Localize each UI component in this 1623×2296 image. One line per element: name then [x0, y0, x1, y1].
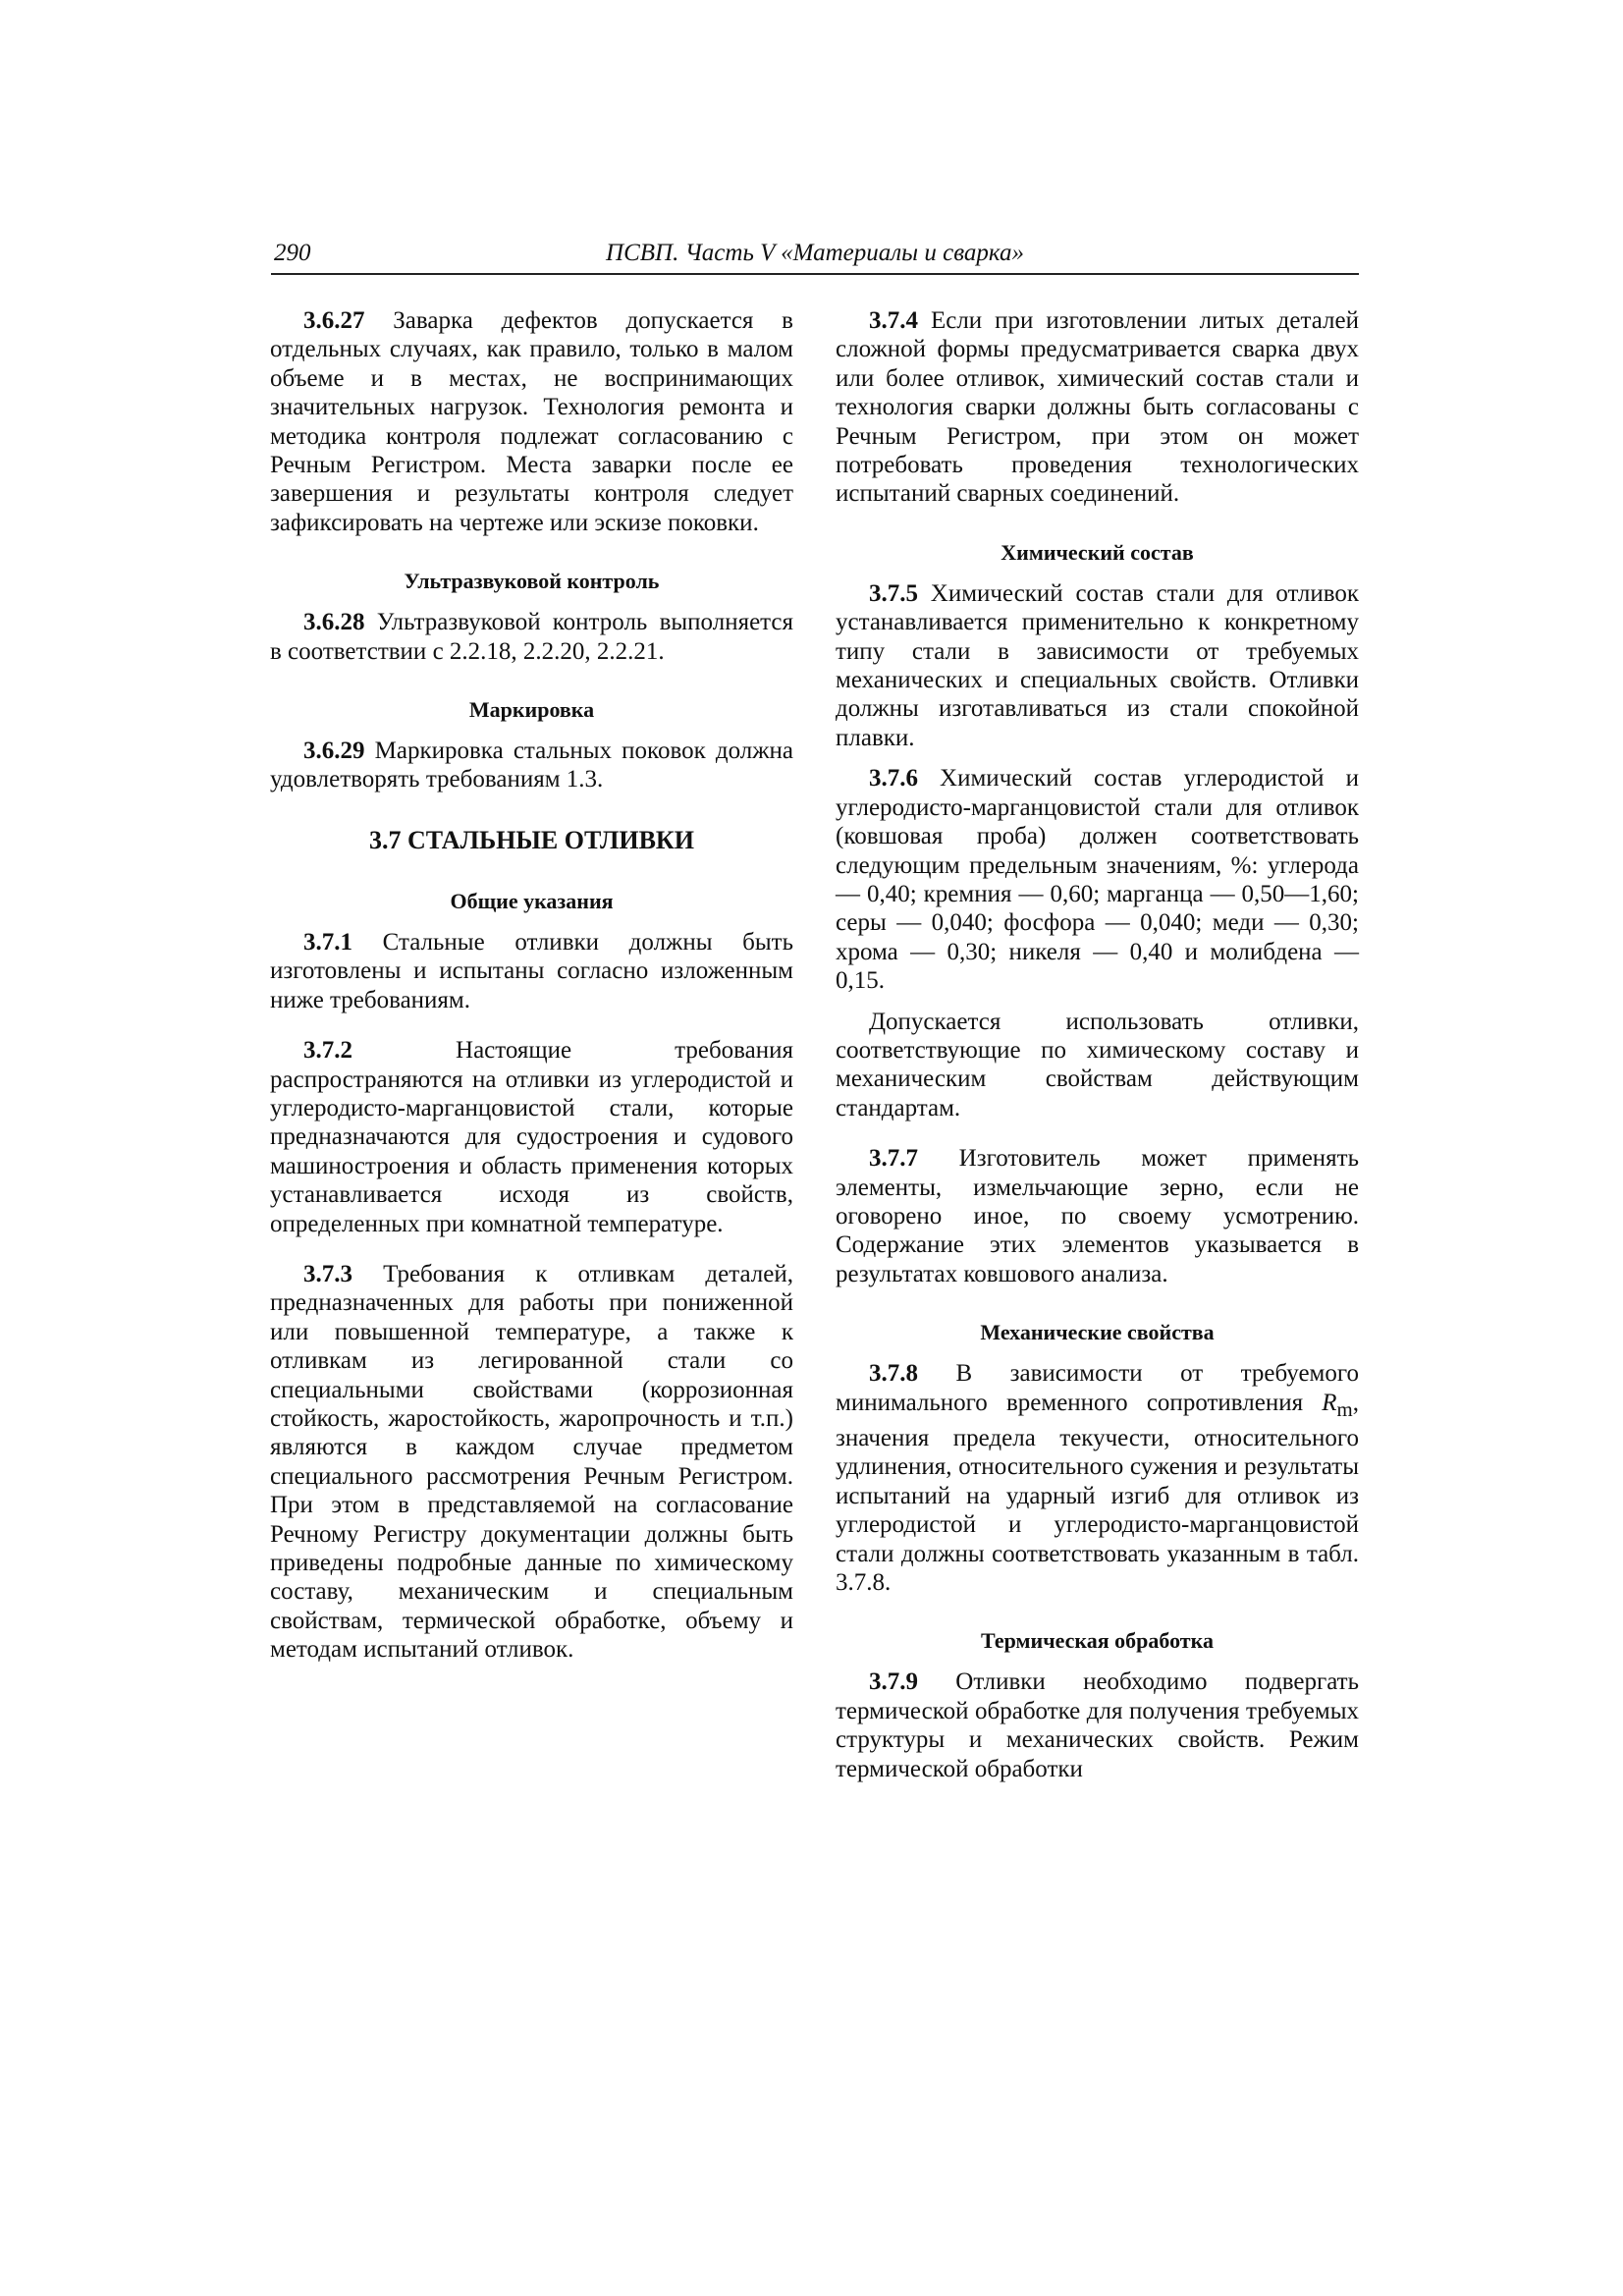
paragraph-text: Ультразвуковой контроль выполняется в соответствии с 2.2.18, 2.2.20, 2.2.21. [270, 609, 793, 665]
paragraph-3-7-6 [836, 764, 1359, 995]
paragraph-number: 3.7.5 [869, 579, 918, 607]
paragraph-3-7-1 [270, 928, 793, 1014]
paragraph-number: 3.7.7 [869, 1145, 918, 1173]
paragraph-text: Химический состав стали для отливок устанавливается применительно к конкретному типу стали в зависимости от требуемых механических и специальных свойств. Отливки должны изготавливаться из стали спокойной плавки. [836, 579, 1359, 751]
paragraph-3-7-3 [270, 1260, 793, 1665]
paragraph-text: Заварка дефектов допускается в отдельных случаях, как правило, только в малом объеме и в местах, не воспринимающих значительных нагрузок. Технология ремонта и методика контроля подлежат согласованию с Речным Регистром. Места заварки после ее завершения и результаты контроля следует зафиксировать на чертеже или эскизе поковки. [270, 307, 793, 536]
paragraph-3-6-29 [270, 737, 793, 794]
paragraph-3-6-27 [270, 306, 793, 537]
paragraph-text: Если при изготовлении литых деталей сложной формы предусматривается сварка двух или более отливок, химический состав стали и технология сварки должны быть согласованы с Речным Регистром, при этом он может потребовать проведения технологических испытаний сварных соединений. [836, 307, 1359, 508]
right-column [836, 306, 1359, 1783]
header-title: ПСВП. Часть V «Материалы и сварка» [606, 240, 1024, 266]
paragraph-number: 3.7.2 [303, 1037, 352, 1065]
paragraph-text: В зависимости от требуемого минимального временного сопротивления [836, 1360, 1359, 1416]
paragraph-3-7-2 [270, 1036, 793, 1238]
tensile-strength-symbol: R [1322, 1389, 1337, 1416]
running-header [271, 240, 1359, 275]
paragraph-number: 3.7.9 [869, 1668, 918, 1696]
paragraph-text: Химический состав углеродистой и углеродисто-марганцовистой стали для отливок (ковшовая проба) должен соответствовать следующим предельным значениям, %: углерода — 0,40; кремния — 0,60; марганца — 0,50—1,60; серы — 0,040; фосфора — 0,040; меди — 0,30; хрома — 0,30; никеля — 0,40 и молибдена — 0,15. [836, 765, 1359, 995]
paragraph-allowed-castings: Допускается использовать отливки, соответствующие по химическому составу и механическим свойствам действующим стандартам. [836, 1008, 1359, 1121]
paragraph-text: Настоящие требования распространяются на отливки из углеродистой и углеродисто-марганцовистой стали, которые предназначаются для судостроения и судового машиностроения и область применения которых устанавливается исходя из свойств, определенных при комнатной температуре. [270, 1037, 793, 1237]
paragraph-3-7-9 [836, 1667, 1359, 1783]
page-number: 290 [274, 240, 311, 266]
paragraph-number: 3.7.6 [869, 765, 918, 793]
paragraph-number: 3.7.1 [303, 928, 352, 956]
heading-mechanical-properties: Механические свойства [980, 1320, 1215, 1345]
paragraph-text: Изготовитель может применять элементы, измельчающие зерно, если не оговорено иное, по своему усмотрению. Содержание этих элементов указывается в результатах ковшового анализа. [836, 1145, 1359, 1287]
paragraph-text: Маркировка стальных поковок должна удовлетворять требованиям 1.3. [270, 738, 793, 793]
tensile-strength-subscript: m [1336, 1396, 1353, 1421]
paragraph-3-7-5 [836, 579, 1359, 752]
paragraph-number: 3.6.29 [303, 738, 365, 765]
paragraph-3-7-8 [836, 1359, 1359, 1597]
paragraph-number: 3.7.8 [869, 1360, 918, 1388]
heading-marking: Маркировка [468, 697, 595, 723]
heading-general-provisions: Общие указания [450, 888, 614, 913]
heading-ultrasonic-control: Ультразвуковой контроль [404, 569, 660, 594]
section-heading-3-7: 3.7 СТАЛЬНЫЕ ОТЛИВКИ [368, 825, 695, 854]
paragraph-number: 3.6.28 [303, 609, 365, 636]
paragraph-number: 3.6.27 [303, 307, 365, 334]
left-column [270, 306, 793, 1665]
heading-chemical-composition: Химический состав [1001, 539, 1194, 565]
paragraph-3-7-4 [836, 306, 1359, 509]
paragraph-3-7-7 [836, 1144, 1359, 1288]
paragraph-number: 3.7.3 [303, 1260, 352, 1287]
paragraph-text: Стальные отливки должны быть изготовлены и испытаны согласно изложенным ниже требованиям. [270, 928, 793, 1013]
paragraph-text: , значения предела текучести, относительного удлинения, относительного сужения и результаты испытаний на ударный изгиб для отливок из углеродистой и углеродисто-марганцовистой стали должны соответствовать указанным в табл. 3.7.8. [836, 1389, 1359, 1597]
paragraph-text: Отливки необходимо подвергать термической обработке для получения требуемых структуры и механических свойств. Режим термической обработки [836, 1668, 1359, 1782]
heading-heat-treatment: Термическая обработка [981, 1628, 1214, 1654]
paragraph-3-6-28 [270, 608, 793, 666]
paragraph-number: 3.7.4 [869, 307, 918, 334]
paragraph-text: Требования к отливкам деталей, предназначенных для работы при пониженной или повышенной температуре, а также к отливкам из легированной стали со специальными свойствами (коррозионная стойкость, жаростойкость, жаропрочность и т.п.) являются в каждом случае предметом специального рассмотрения Речным Регистром. При этом в представляемой на согласование Речному Регистру документации должны быть приведены подробные данные по химическому составу, механическим и специальным свойствам, термической обработке, объему и методам испытаний отливок. [270, 1260, 793, 1664]
